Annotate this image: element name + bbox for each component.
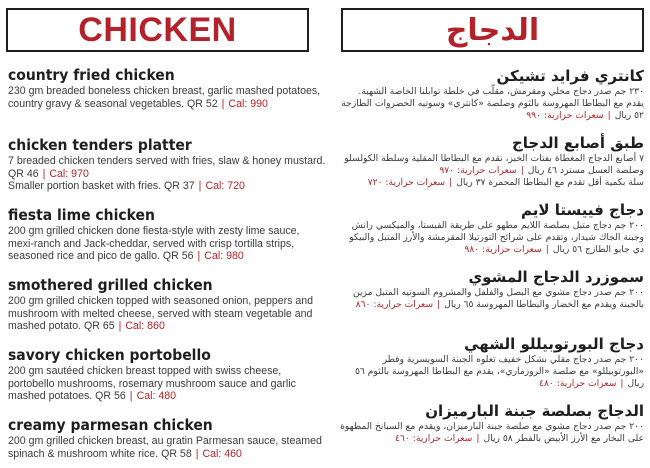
menu-item-price: QR 56 bbox=[95, 390, 126, 402]
separator: | bbox=[221, 97, 225, 110]
menu-item-sub-desc: سلة بكمية أقل تقدم مع البطاطا المحمرة bbox=[488, 177, 644, 188]
separator: | bbox=[437, 299, 441, 310]
menu-item-desc-text: ٢٠٠ جم صدر دجاج مقلي بشكل خفيف تعلوه الجبنة السويسرية وفطر «البورتوبيللو» مع صلصة «الروزماري»، يقدم مع البطاطا المهروسة بالثوم bbox=[367, 354, 644, 377]
menu-item-desc-text: 230 gm breaded boneless chicken breast, garlic mashed potatoes, country gravy & seasonal vegetables. bbox=[8, 85, 321, 110]
menu-item-name: smothered grilled chicken bbox=[8, 276, 213, 294]
separator: | bbox=[42, 167, 46, 180]
menu-item-calories: Cal: 970 bbox=[49, 167, 89, 180]
english-section-header bbox=[6, 8, 309, 52]
menu-item-desc-text: ٢٠٠ جم صدر دجاج مشوي مع البصل والفلفل والمشروم السوتيه المتبل مزين بالجبنة ويقدم مع الخضار والبطاطا المهروسة bbox=[352, 287, 644, 310]
separator: | bbox=[607, 110, 611, 121]
separator: | bbox=[118, 320, 122, 332]
menu-item-calories: سعرات حرارية: ٩٩٠ bbox=[526, 110, 604, 121]
menu-item-name: الدجاج بصلصة جبنة البارميزان bbox=[425, 402, 644, 420]
menu-item-description bbox=[8, 365, 328, 403]
menu-item-name: country fried chicken bbox=[8, 66, 175, 84]
menu-item-price: QR 46 bbox=[8, 167, 39, 180]
menu-item-calories: سعرات حرارية: ٤٨٠ bbox=[539, 378, 617, 389]
separator: | bbox=[198, 180, 202, 192]
menu-item bbox=[338, 401, 644, 468]
menu-item-desc-text: ٢٠٠ جم دجاج متبل بصلصة اللايم مطهو على طريقة الفيستا، والميكسي رانش وجبنة الجاك شيدار، وتقدم على شرائح التورتيلا المقرمشة والأرز المتبل والبيكو دي جايو الطازج bbox=[349, 220, 644, 255]
menu-item-price: QR 58 bbox=[161, 447, 192, 460]
menu-item-price: ٥٨ ريال bbox=[483, 433, 513, 444]
menu-item bbox=[338, 66, 644, 133]
menu-item-sub-price: QR 37 bbox=[164, 180, 195, 192]
separator: | bbox=[520, 165, 524, 176]
menu-item-calories: سعرات حرارية: ٨٦٠ bbox=[355, 299, 434, 310]
menu-item-name: سموزرد الدجاج المشوي bbox=[468, 268, 644, 286]
menu-item-name: دجاج فييستا لايم bbox=[520, 201, 644, 219]
menu-item-description bbox=[8, 295, 328, 333]
menu-item-calories: Cal: 860 bbox=[125, 320, 165, 332]
menu-item-name: chicken tenders platter bbox=[8, 136, 192, 154]
separator: | bbox=[545, 244, 549, 255]
menu-item-description bbox=[338, 421, 644, 445]
separator: | bbox=[620, 378, 624, 389]
menu-item-description bbox=[338, 287, 644, 311]
menu-item-calories: سعرات حرارية: ٩٧٠ bbox=[439, 165, 517, 176]
arabic-section-header bbox=[341, 8, 644, 52]
menu-item bbox=[338, 200, 644, 267]
menu-item-name: كانتري فرايد تشيكن bbox=[496, 67, 644, 85]
menu-item bbox=[8, 276, 328, 346]
menu-item-sub-calories: Cal: 720 bbox=[205, 180, 245, 192]
menu-item-sub-price: ٣٧ ريال bbox=[456, 177, 486, 188]
menu-item-desc-text: 7 breaded chicken tenders served with fries, slaw & honey mustard. bbox=[8, 155, 326, 167]
menu-item-calories: Cal: 460 bbox=[202, 447, 242, 460]
english-menu-column bbox=[8, 66, 328, 468]
separator: | bbox=[195, 447, 199, 460]
menu-item-description bbox=[338, 153, 644, 189]
separator: | bbox=[476, 433, 480, 444]
menu-item bbox=[338, 334, 644, 401]
menu-item-price: ٥٦ ريال bbox=[354, 366, 644, 389]
menu-item-name: creamy parmesan chicken bbox=[8, 416, 213, 434]
menu-item-price: ٤٦ ريال bbox=[527, 165, 558, 176]
menu-item-desc-text: 200 gm sautéed chicken breast topped with swiss cheese, portobello mushrooms, rosemary mushroom sauce and garlic mashed potatoes. bbox=[8, 365, 296, 402]
separator: | bbox=[129, 390, 133, 402]
menu-item bbox=[338, 133, 644, 200]
menu-item-description bbox=[338, 354, 644, 390]
menu-item-calories: Cal: 980 bbox=[204, 250, 244, 262]
menu-item-price: ٦٥ ريال bbox=[444, 299, 474, 310]
menu-item-name: savory chicken portobello bbox=[8, 346, 211, 364]
menu-item-desc-text: 200 gm grilled chicken topped with seasoned onion, peppers and mushroom with melted cheese, served with steam vegetable and mashed potato. bbox=[8, 295, 314, 332]
menu-item-description bbox=[8, 155, 328, 193]
menu-item bbox=[8, 136, 328, 206]
menu-item-price: ٥٢ ريال bbox=[614, 110, 644, 121]
menu-item-name: طبق أصابع الدجاج bbox=[511, 134, 644, 152]
separator: | bbox=[449, 177, 453, 188]
menu-item-sub-calories: سعرات حرارية: ٧٢٠ bbox=[367, 177, 446, 188]
arabic-section-title: الدجاج bbox=[445, 13, 540, 47]
menu-item-desc-text: ٢٠٠ جم صدر دجاج مشوي مع صلصة جبنة البارميزان، ويقدم مع السبانخ المطهوة على البخار مع الأرز الأبيض بالفطر bbox=[340, 421, 644, 444]
menu-item-description bbox=[338, 220, 644, 256]
menu-item-description bbox=[338, 86, 644, 122]
menu-item-sub-desc: Smaller portion basket with fries. bbox=[8, 180, 162, 192]
separator: | bbox=[197, 250, 201, 262]
menu-item bbox=[8, 346, 328, 416]
menu-item-calories: Cal: 480 bbox=[136, 390, 177, 402]
menu-item bbox=[8, 416, 328, 468]
menu-item-calories: سعرات حرارية: ٤٦٠ bbox=[394, 433, 473, 444]
menu-item-calories: Cal: 990 bbox=[228, 97, 268, 110]
menu-item-description bbox=[8, 225, 328, 263]
menu-item-name: fiesta lime chicken bbox=[8, 206, 155, 224]
menu-item-desc-text: ٧ أصابع الدجاج المغطاة بفتات الخبز، تقدم مع البطاطا المقلية وسلطة الكولسلو وصلصة العسل مسترد bbox=[344, 153, 644, 176]
menu-item bbox=[8, 206, 328, 276]
menu-item-name: دجاج البورتوبيللو الشهي bbox=[464, 335, 644, 353]
arabic-menu-column bbox=[338, 66, 644, 468]
menu-item-price: QR 65 bbox=[83, 320, 115, 332]
menu-item-desc-text: ٢٣٠ جم صدر دجاج مخلي ومقرمش، مقلّب في خلطة توابلنا الخاصة الشهية. يقدم مع البطاطا المهروسة بالثوم وصلصة «كانتري» وسوتيه الخضروات الطازجة bbox=[341, 86, 644, 109]
menu-item-calories: سعرات حرارية: ٩٨٠ bbox=[464, 244, 542, 255]
menu-item bbox=[338, 267, 644, 334]
menu-item-description bbox=[8, 85, 328, 110]
english-section-title: CHICKEN bbox=[78, 10, 237, 49]
menu-item-price: QR 56 bbox=[162, 250, 194, 262]
menu-item bbox=[8, 66, 328, 136]
menu-item-desc-text: 200 gm grilled chicken breast, au gratin Parmesan sauce, steamed spinach & mushroom white rice. bbox=[8, 435, 322, 460]
menu-item-price: ٥٦ ريال bbox=[552, 244, 583, 255]
menu-item-desc-text: 200 gm grilled chicken done fiesta-style with zesty lime sauce, mexi-ranch and Jack-cheddar, served with crisp tortilla strips, seasoned rice and pico de gallo. bbox=[8, 225, 300, 262]
menu-item-description bbox=[8, 435, 328, 460]
menu-item-price: QR 52 bbox=[187, 97, 218, 110]
